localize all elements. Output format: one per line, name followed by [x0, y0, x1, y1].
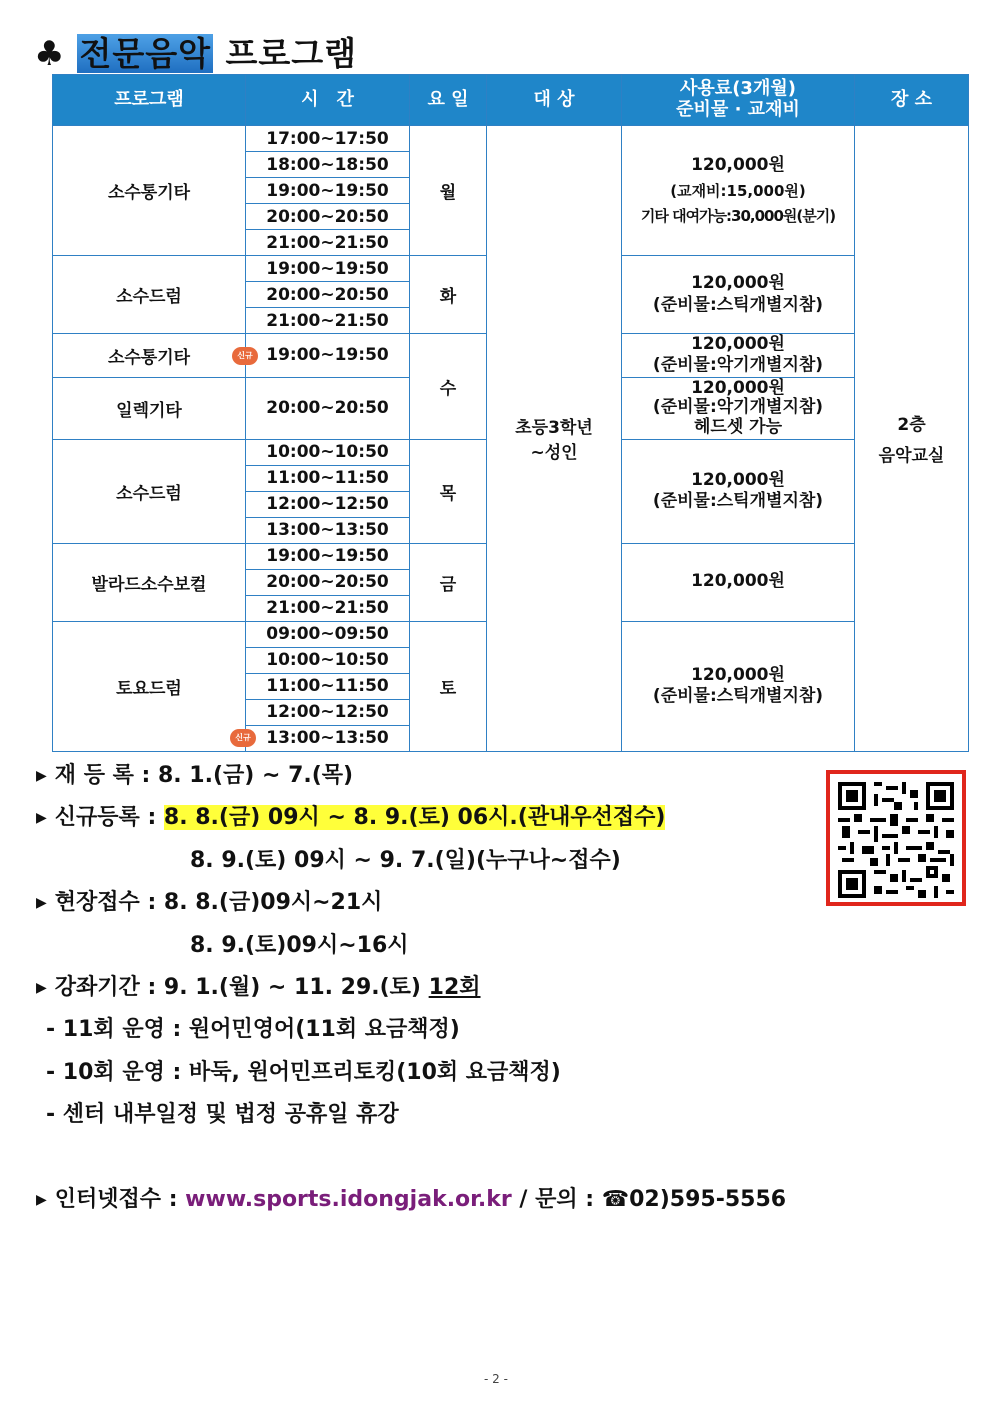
info-reregistration: ▶ 재 등 록 : 8. 1.(금) ~ 7.(목): [36, 763, 354, 788]
time-slot: 21:00~21:50: [246, 230, 410, 256]
info-internet: ▶ 인터넷접수 : www.sports.idongjak.or.kr / 문의 : ☎02)595-5556: [36, 1186, 787, 1212]
time-slot: 21:00~21:50: [246, 595, 410, 621]
time-slot: 12:00~12:50: [246, 491, 410, 517]
time-slot: 11:00~11:50: [246, 673, 410, 699]
header-day: 요 일: [410, 75, 487, 126]
program-name: 소수드럼: [53, 439, 246, 543]
time-slot: 13:00~13:50: [246, 517, 410, 543]
info-onsite: ▶ 현장접수 : 8. 8.(금)09시~21시: [36, 890, 383, 916]
table-row: [53, 126, 969, 152]
program-name: 발라드소수보컬: [53, 543, 246, 621]
triangle-bullet-icon: ▶: [36, 768, 47, 784]
header-place: 장 소: [855, 75, 969, 126]
triangle-bullet-icon: ▶: [36, 895, 47, 912]
time-slot: 12:00~12:50: [246, 699, 410, 725]
time-slot: 19:00~19:50: [246, 543, 410, 569]
info-note-10: - 10회 운영 : 바둑, 원어민프리토킹(10회 요금책정): [46, 1059, 561, 1085]
club-icon: ♣: [34, 34, 66, 74]
place-cell: 2층 음악교실: [855, 126, 969, 752]
header-fee: 사용료(3개월) 준비물 · 교재비: [622, 75, 855, 126]
fee-cell: 120,000원: [622, 543, 855, 621]
day-cell: 화: [410, 256, 487, 334]
program-name: 소수드럼: [53, 256, 246, 334]
time-slot: 20:00~20:50: [246, 282, 410, 308]
header-program: 프로그램: [53, 75, 246, 126]
day-cell: 월: [410, 126, 487, 256]
time-slot: 19:00~19:50: [246, 334, 410, 378]
title-rest: 프로그램: [225, 34, 358, 73]
new-badge: 신규: [232, 347, 258, 365]
time-slot: 18:00~18:50: [246, 152, 410, 178]
header-time: 시 간: [246, 75, 410, 126]
time-slot: 10:00~10:50: [246, 647, 410, 673]
fee-cell: 120,000원 (준비물:악기개별지참): [622, 334, 855, 378]
title-highlight: 전문음악: [79, 34, 211, 73]
time-slot: 19:00~19:50: [246, 178, 410, 204]
time-slot: 17:00~17:50: [246, 126, 410, 152]
triangle-bullet-icon: ▶: [36, 810, 47, 827]
header-target: 대 상: [487, 75, 622, 126]
day-cell: 수: [410, 334, 487, 440]
program-name: 소수통기타 신규: [53, 334, 246, 378]
info-note-holiday: - 센터 내부일정 및 법정 공휴일 휴강: [46, 1102, 399, 1128]
time-slot: 09:00~09:50: [246, 621, 410, 647]
info-section: [36, 755, 836, 1221]
fee-cell: 120,000원 (교재비:15,000원) 기타 대여가능:30,000원(분기): [622, 126, 855, 256]
info-new-registration-2: 8. 9.(토) 09시 ~ 9. 7.(일)(누구나~접수): [190, 847, 621, 873]
fee-cell: 120,000원 (준비물:악기개별지참) 헤드셋 가능: [622, 377, 855, 439]
fee-cell: 120,000원 (준비물:스틱개별지참): [622, 621, 855, 751]
program-name: 소수통기타: [53, 126, 246, 256]
program-name: 일렉기타: [53, 377, 246, 439]
page-title: [34, 28, 357, 75]
time-slot: 신규 13:00~13:50: [246, 725, 410, 751]
program-name: 토요드럼: [53, 621, 246, 751]
time-slot: 21:00~21:50: [246, 308, 410, 334]
day-cell: 토: [410, 621, 487, 751]
qr-code-icon[interactable]: [826, 770, 966, 906]
info-period: ▶ 강좌기간 : 9. 1.(월) ~ 11. 29.(토) 12회: [36, 974, 481, 1000]
time-slot: 10:00~10:50: [246, 439, 410, 465]
fee-cell: 120,000원 (준비물:스틱개별지참): [622, 256, 855, 334]
fee-cell: 120,000원 (준비물:스틱개별지참): [622, 439, 855, 543]
info-onsite-2: 8. 9.(토)09시~16시: [190, 932, 409, 958]
time-slot: 11:00~11:50: [246, 465, 410, 491]
target-cell: 초등3학년 ~성인: [487, 126, 622, 752]
website-link[interactable]: www.sports.idongjak.or.kr: [185, 1186, 512, 1212]
page-number: - 2 -: [484, 1372, 508, 1386]
info-new-registration: ▶ 신규등록 : 8. 8.(금) 09시 ~ 8. 9.(토) 06시.(관내우선접수): [36, 805, 666, 831]
day-cell: 금: [410, 543, 487, 621]
time-slot: 20:00~20:50: [246, 569, 410, 595]
time-slot: 20:00~20:50: [246, 377, 410, 439]
new-badge: 신규: [230, 729, 256, 747]
triangle-bullet-icon: ▶: [36, 979, 47, 996]
schedule-table: [52, 74, 969, 752]
triangle-bullet-icon: ▶: [36, 1191, 47, 1208]
time-slot: 19:00~19:50: [246, 256, 410, 282]
time-slot: 20:00~20:50: [246, 204, 410, 230]
day-cell: 목: [410, 439, 487, 543]
info-note-11: - 11회 운영 : 원어민영어(11회 요금책정): [46, 1017, 460, 1043]
table-header-row: [53, 75, 969, 126]
